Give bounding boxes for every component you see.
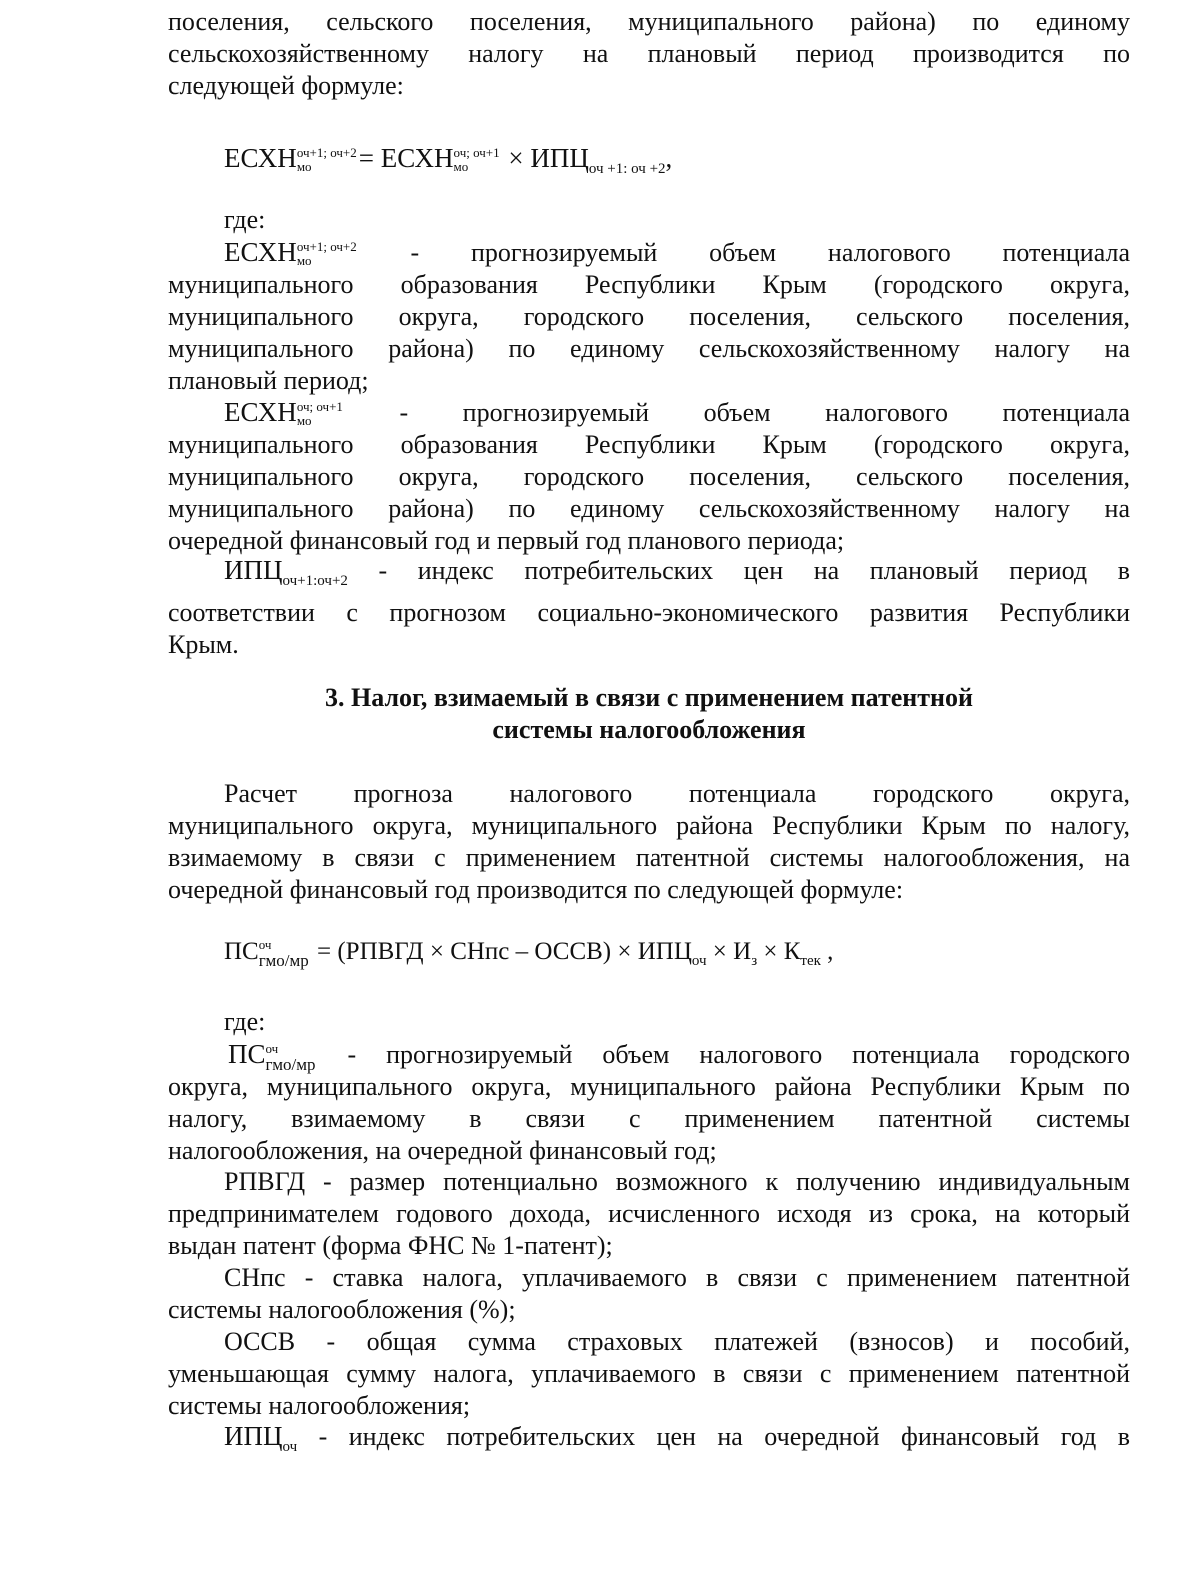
text-line: СНпс - ставка налога, уплачиваемого в связи с применением патентной xyxy=(224,1263,1130,1292)
text-line: очередной финансовый год и первый год планового периода; xyxy=(168,526,845,555)
formula-tail: , xyxy=(665,143,673,173)
definition-first-line: $ИПЦ_{оч+1:оч+2}$ - индекс потребительских цен на плановый период в xyxy=(224,555,1130,589)
text-line: муниципального округа, городского поселения, сельского поселения, xyxy=(168,462,1130,491)
definition-first-line: $ИПЦ_{оч}$ - индекс потребительских цен на очередной финансовый год в xyxy=(224,1421,1131,1455)
text-line: Расчет прогноза налогового потенциала городского округа, xyxy=(224,779,1130,808)
heading-line: системы налогообложения xyxy=(492,715,806,744)
formula-lhs-sub: мо xyxy=(296,158,312,174)
text-line: системы налогообложения; xyxy=(168,1391,471,1420)
definition-first-line: ЕСХН оч; оч+1 мо - прогнозируемый объем налогового потенциала xyxy=(224,397,1130,429)
definition-ipc-plan xyxy=(168,554,1130,661)
text-line: поселения, сельского поселения, муниципального района) по единому xyxy=(168,7,1130,36)
definition-eskhn-current xyxy=(168,396,1130,557)
definition-snps xyxy=(168,1262,1130,1326)
text-line: предпринимателем годового дохода, исчисленного исходя из срока, на который xyxy=(168,1199,1130,1228)
text-line: муниципального района) по единому сельскохозяйственному налогу на xyxy=(168,334,1130,363)
formula-body: = (РПВГД × СНпс – ОССВ) × ИПЦ xyxy=(316,938,692,965)
text-line: соответствии с прогнозом социально-экономического развития Республики xyxy=(168,598,1130,627)
calculation-paragraph xyxy=(168,778,1130,906)
formula-patent: ПС оч гмо/мр = (РПВГД × СНпс – ОССВ) × $ИПЦ_{оч} \times И_з \times К_{тек}$ , xyxy=(224,937,834,971)
formula-eq: = xyxy=(358,143,374,173)
definition-ossv xyxy=(168,1326,1130,1422)
section-heading xyxy=(168,682,1130,746)
text-line: выдан патент (форма ФНС № 1-патент); xyxy=(168,1231,613,1260)
formula-rhs-sup: оч; оч+1 xyxy=(453,144,500,160)
top-paragraph xyxy=(168,6,1130,102)
text-line: муниципального образования Республики Крым (городского округа, xyxy=(168,270,1130,299)
text-line: муниципального образования Республики Крым (городского округа, xyxy=(168,430,1130,459)
formula-rhs-sub: мо xyxy=(453,158,469,174)
text-line: системы налогообложения (%); xyxy=(168,1295,516,1324)
text-line: уменьшающая сумму налога, уплачиваемого в связи с применением патентной xyxy=(168,1359,1130,1388)
formula-lhs: ЕСХН xyxy=(224,143,297,173)
definition-eskhn-plan xyxy=(168,236,1130,397)
definition-ps xyxy=(168,1038,1130,1167)
text-line: РПВГД - размер потенциально возможного к получению индивидуальным xyxy=(224,1167,1130,1196)
text-line: муниципального округа, муниципального района Республики Крым по налогу, xyxy=(168,811,1130,840)
text-line: налогообложения, на очередной финансовый год; xyxy=(168,1136,717,1165)
text-line: муниципального района) по единому сельскохозяйственному налогу на xyxy=(168,494,1130,523)
formula-eskhn xyxy=(224,142,672,185)
heading-line: 3. Налог, взимаемый в связи с применением патентной xyxy=(325,683,973,712)
definition-rpvgd xyxy=(168,1166,1130,1262)
text-line: Крым. xyxy=(168,630,239,659)
formula-tail: , xyxy=(827,938,834,965)
definition-ipc-current xyxy=(168,1420,1130,1463)
text-line: плановый период; xyxy=(168,366,369,395)
definition-first-line: ЕСХН оч+1; оч+2 мо - прогнозируемый объем налогового потенциала xyxy=(224,237,1130,269)
where-label-2: где: xyxy=(224,1007,266,1036)
formula-mid: × И xyxy=(712,938,752,965)
formula-index-sub: оч +1: оч +2 xyxy=(588,161,666,177)
formula-times: × xyxy=(508,143,524,173)
where-label-1: где: xyxy=(224,205,266,234)
text-line: следующей формуле: xyxy=(168,71,404,100)
text-line: взимаемому в связи с применением патентной системы налогообложения, на xyxy=(168,843,1130,872)
text-line: сельскохозяйственному налогу на плановый период производится по xyxy=(168,39,1130,68)
text-line: очередной финансовый год производится по следующей формуле: xyxy=(168,875,904,904)
formula-end: × К xyxy=(763,938,801,965)
definition-first-line: ПС оч гмо/мр - прогнозируемый объем налогового потенциала городского xyxy=(228,1039,1130,1075)
text-line: налогу, взимаемому в связи с применением патентной системы xyxy=(168,1104,1130,1133)
formula-rhs: ЕСХН xyxy=(380,143,454,173)
text-line: муниципального округа, городского поселения, сельского поселения, xyxy=(168,302,1130,331)
formula-lhs-sup: оч+1; оч+2 xyxy=(296,144,357,160)
formula-lhs: ПС xyxy=(224,938,259,965)
formula-index: ИПЦ xyxy=(530,143,589,173)
text-line: округа, муниципального округа, муниципального района Республики Крым по xyxy=(168,1072,1130,1101)
text-line: ОССВ - общая сумма страховых платежей (взносов) и пособий, xyxy=(224,1327,1130,1356)
